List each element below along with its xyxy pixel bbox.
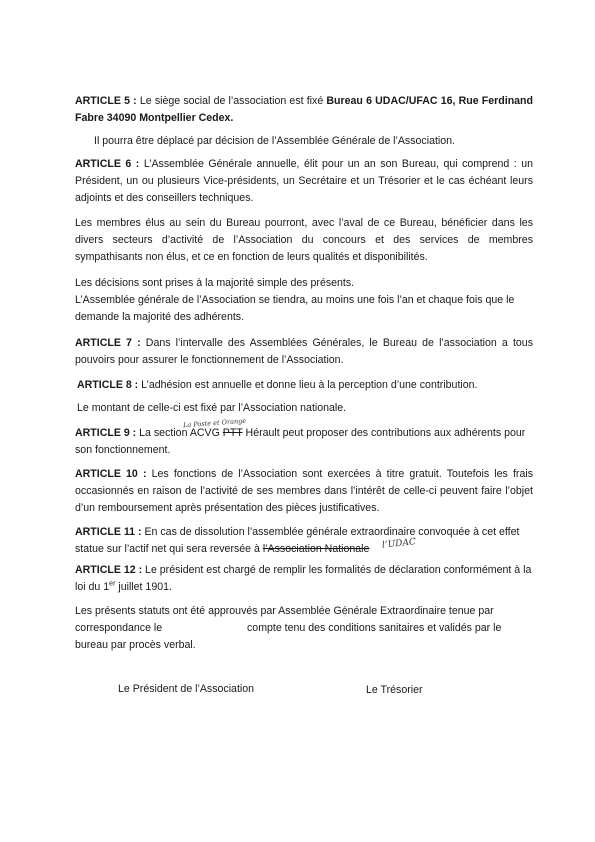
- article-9-label: ARTICLE 9 :: [75, 427, 137, 439]
- article-10-label: ARTICLE 10 :: [75, 468, 147, 480]
- article-9-struck: PTT: [222, 427, 243, 439]
- article-11-label: ARTICLE 11 :: [75, 526, 142, 538]
- article-10-text: Les fonctions de l’Association sont exercées à titre gratuit. Toutefois les frais occasionnés en raison de l’activité de ses membres dans l’intérêt de celle-ci peuvent faire l’objet d’un remboursement après présentation des pièces justificatives.: [75, 468, 533, 514]
- article-5-label: ARTICLE 5 :: [75, 95, 137, 107]
- article-7-text: Dans l’intervalle des Assemblées Générales, le Bureau de l’association a tous pouvoirs pour assurer le fonctionnement de l’Association.: [75, 337, 533, 366]
- article-5-address: Bureau 6 UDAC/UFAC 16, Rue Ferdinand Fabre 34090 Montpellier Cedex.: [75, 95, 534, 124]
- article-8-label: ARTICLE 8 :: [77, 379, 139, 391]
- article-11: [75, 524, 533, 558]
- closing-line-2a: correspondance le: [75, 622, 163, 634]
- article-9-text-a: La section ACVG: [136, 427, 223, 439]
- article-6-text: L’Assemblée Générale annuelle, élit pour un an son Bureau, qui comprend : un Président, un ou plusieurs Vice-présidents, un Secrétaire et un Trésorier et le cas échéant leurs adjoints et des conseillers techniques.: [75, 158, 533, 204]
- article-6-para-4: L’Assemblée générale de l’Association se tiendra, au moins une fois l’an et chaque fois que le demande la majorité des adhérents.: [75, 294, 515, 323]
- article-9-text-b: Hérault peut proposer des contributions aux adhérents pour son fonctionnement.: [75, 427, 526, 456]
- article-8: [77, 377, 535, 394]
- article-11-text: En cas de dissolution l’assemblée générale extraordinaire convoquée à cet effet statue sur l’actif net qui sera reversée à: [75, 526, 520, 555]
- article-5: [75, 93, 533, 127]
- article-9: [75, 425, 533, 459]
- article-8-para-2: Le montant de celle-ci est fixé par l’Association nationale.: [77, 402, 347, 414]
- article-5-text: Le siège social de l’association est fixé: [136, 95, 327, 107]
- article-7-label: ARTICLE 7 :: [75, 337, 141, 349]
- article-6: [75, 156, 533, 207]
- article-12-label: ARTICLE 12 :: [75, 564, 143, 576]
- article-6-para-3: Les décisions sont prises à la majorité simple des présents.: [75, 277, 355, 289]
- article-10: [75, 466, 533, 517]
- article-11-handwritten-note: l’UDAC: [381, 537, 417, 551]
- article-9-handwritten-note: La Poste et Orange: [182, 416, 247, 430]
- article-5-followup: Il pourra être déplacé par décision de l’Assemblée Générale de l’Association.: [94, 135, 455, 147]
- article-12-text-b: juillet 1901.: [115, 581, 172, 593]
- article-6-para-2: Les membres élus au sein du Bureau pourront, avec l’aval de ce Bureau, bénéficier dans les divers secteurs d’activité de l’Association du concours et des services de membres sympathisants non élus, et ce en fonction de leurs qualités et disponibilités.: [75, 217, 533, 263]
- article-11-struck: l’Association Nationale: [262, 543, 370, 555]
- closing-line-2b: compte tenu des conditions sanitaires et validés par le: [247, 622, 502, 634]
- signature-president: Le Président de l’Association: [118, 683, 255, 695]
- article-12-sup: er: [109, 580, 116, 588]
- article-6-label: ARTICLE 6 :: [75, 158, 140, 170]
- article-12: [75, 562, 535, 596]
- article-8-text: L’adhésion est annuelle et donne lieu à la perception d’une contribution.: [138, 379, 478, 391]
- closing-line-1: Les présents statuts ont été approuvés par Assemblée Générale Extraordinaire tenue par: [75, 605, 494, 617]
- signature-treasurer: Le Trésorier: [366, 684, 423, 696]
- closing-line-3: bureau par procès verbal.: [75, 639, 196, 651]
- article-7: [75, 335, 533, 369]
- article-12-text-a: Le président est chargé de remplir les formalités de déclaration conformément à la loi du 1: [75, 564, 532, 593]
